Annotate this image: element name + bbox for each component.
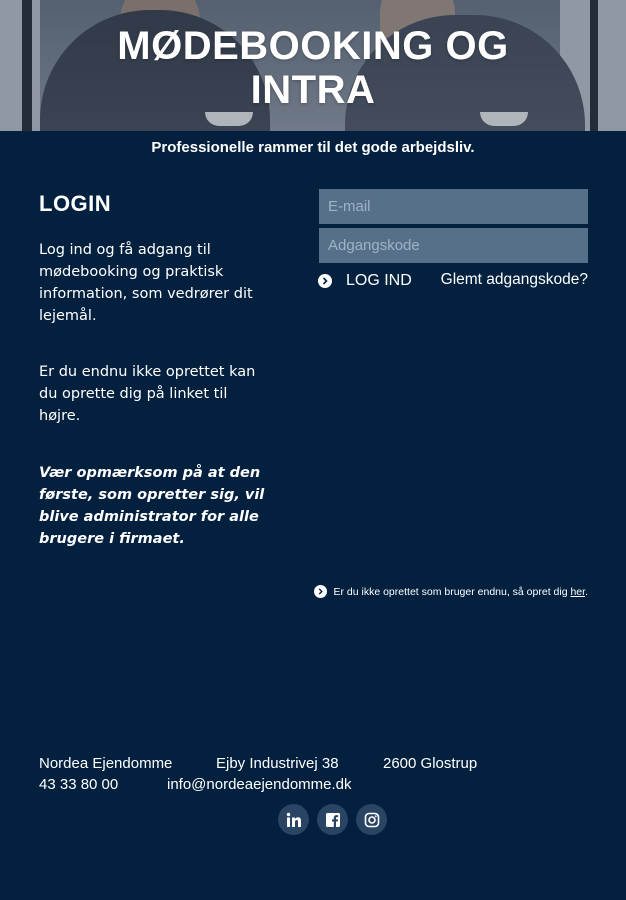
login-intro-text: Log ind og få adgang til mødebooking og praktisk information, som vedrører dit lejemål. [39,242,253,324]
footer-address-row [39,755,477,772]
footer-contact-row [39,776,352,793]
login-heading: LOGIN [39,191,112,216]
login-button-label: LOG IND [346,272,412,289]
login-admin-notice: Vær opmærksom på at den første, som opretter sig, vil blive administrator for alle brugere i firmaet. [39,465,265,547]
login-register-hint: Er du endnu ikke oprettet kan du oprette dig på linket til højre. [39,364,256,424]
hero-banner [0,0,626,131]
footer-city: 2600 Glostrup [383,755,478,772]
page-title [0,24,626,112]
chevron-right-icon [318,274,332,288]
footer-phone: 43 33 80 00 [39,776,119,793]
instagram-icon[interactable] [356,804,387,835]
page-title-line2: INTRA [250,68,376,112]
tagline: Professionelle rammer til det gode arbejdsliv. [151,139,475,156]
page-title-line1: MØDEBOOKING OG [117,24,509,68]
footer-address: Ejby Industrivej 38 [216,755,339,772]
facebook-icon[interactable] [317,804,348,835]
email-field[interactable] [319,189,588,224]
footer-company: Nordea Ejendomme [39,755,173,772]
register-link[interactable]: her [570,585,586,598]
social-links [278,804,387,835]
password-field[interactable] [319,228,588,263]
register-note-suffix: . [585,585,588,598]
linkedin-icon[interactable] [278,804,309,835]
forgot-password-link[interactable]: Glemt adgangskode? [440,271,588,288]
login-button[interactable] [318,270,412,292]
register-note [314,585,588,598]
chevron-right-icon [314,585,327,598]
register-note-text: Er du ikke oprettet som bruger endnu, så opret dig [333,585,568,598]
footer-email: info@nordeaejendomme.dk [167,776,352,793]
